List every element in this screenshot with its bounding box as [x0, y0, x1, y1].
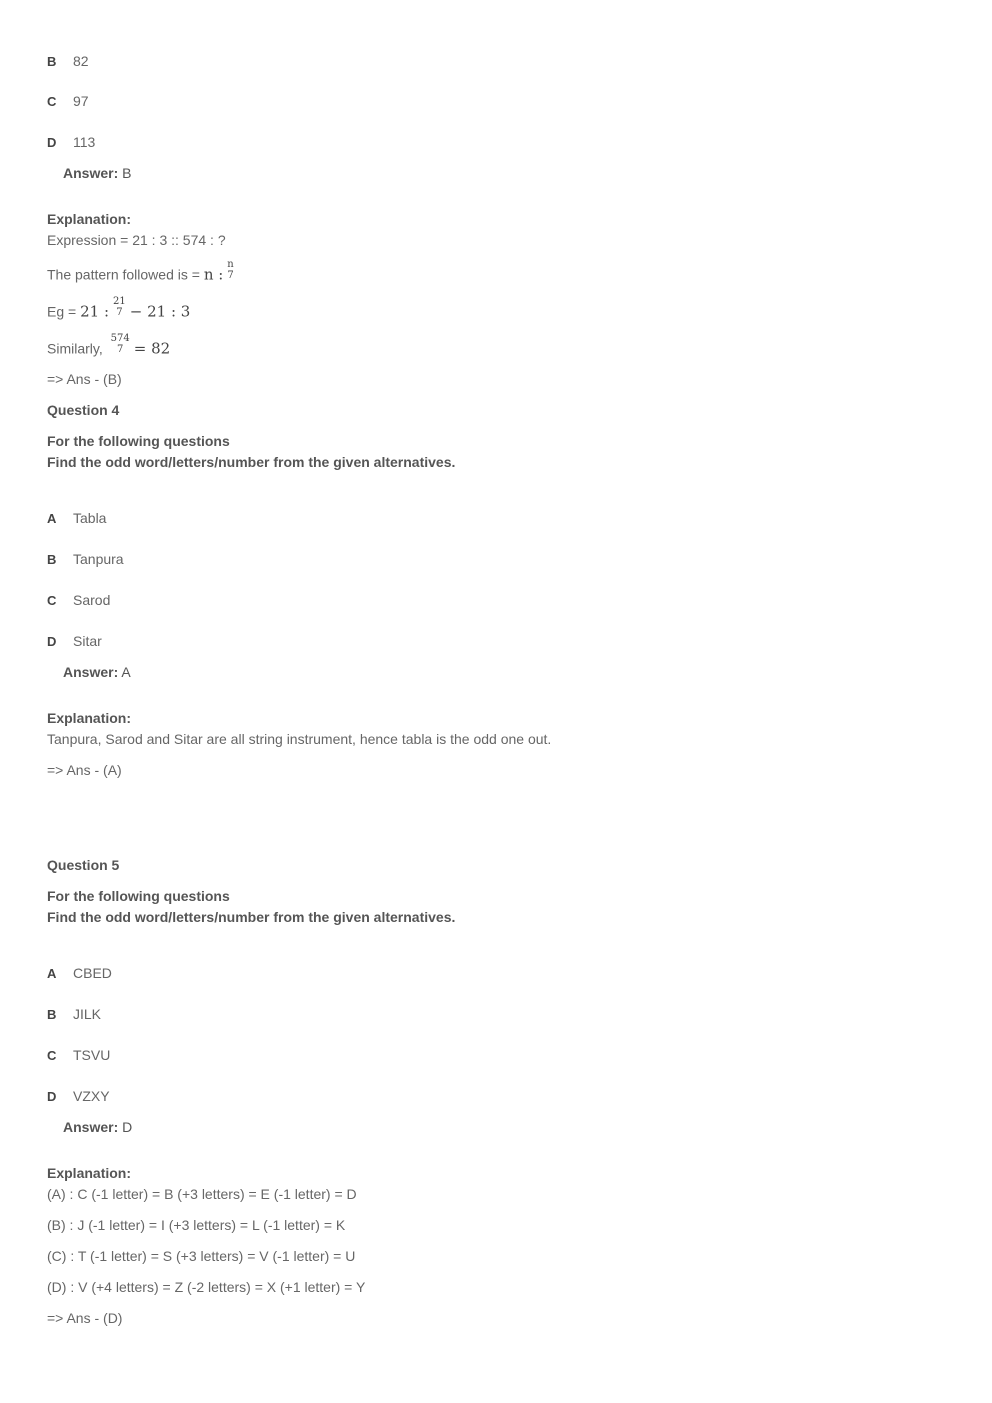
option-text: Tanpura	[73, 551, 124, 567]
explanation-line: Expression = 21 : 3 :: 574 : ?	[47, 232, 226, 248]
fraction	[227, 259, 233, 281]
numerator: 574	[110, 333, 130, 344]
explanation-line: (B) : J (-1 letter) = I (+3 letters) = L (-1 letter) = K	[47, 1217, 346, 1233]
option-key: A	[47, 511, 57, 526]
answer-label: Answer:	[63, 664, 119, 680]
option-text: 97	[73, 93, 89, 109]
option-key: A	[47, 966, 57, 981]
explanation-line: (A) : C (-1 letter) = B (+3 letters) = E (-1 letter) = D	[47, 1186, 357, 1202]
option-key: B	[47, 54, 57, 69]
explanation-line: (D) : V (+4 letters) = Z (-2 letters) = X (+1 letter) = Y	[47, 1279, 366, 1295]
denominator: 7	[227, 270, 234, 281]
final-answer: => Ans - (A)	[47, 762, 122, 778]
option-key: C	[47, 94, 57, 109]
option-d	[47, 632, 102, 651]
answer	[63, 663, 131, 681]
option-key: D	[47, 1089, 57, 1104]
explanation-line: Tanpura, Sarod and Sitar are all string instrument, hence tabla is the odd one out.	[47, 731, 552, 747]
math: 21 :	[80, 302, 110, 321]
option-key: C	[47, 1048, 57, 1063]
question-title: Question 5	[47, 857, 120, 873]
option-key: B	[47, 1007, 57, 1022]
question-instruction: Find the odd word/letters/number from the given alternatives.	[47, 454, 456, 470]
option-c	[47, 591, 110, 610]
option-b	[47, 1005, 101, 1024]
final-answer: => Ans - (D)	[47, 1310, 123, 1326]
final-answer: => Ans - (B)	[47, 371, 122, 387]
answer-value: D	[122, 1119, 133, 1135]
question-instruction: Find the odd word/letters/number from the given alternatives.	[47, 909, 456, 925]
question-title: Question 4	[47, 402, 120, 418]
option-b	[47, 52, 89, 71]
explanation-line	[47, 333, 171, 361]
explanation-line	[47, 259, 238, 287]
text: The pattern followed is =	[47, 266, 204, 283]
option-text: 82	[73, 53, 89, 69]
answer-label: Answer:	[63, 1119, 119, 1135]
option-a	[47, 964, 112, 983]
option-key: B	[47, 552, 57, 567]
explanation-heading: Explanation:	[47, 211, 132, 227]
explanation-heading: Explanation:	[47, 710, 132, 726]
answer-label: Answer:	[63, 165, 119, 181]
text: Similarly,	[47, 340, 107, 357]
text: Eg =	[47, 303, 81, 320]
question-instruction: For the following questions	[47, 433, 230, 449]
option-text: TSVU	[73, 1047, 111, 1063]
option-text: Sarod	[73, 592, 111, 608]
math: = 82	[133, 339, 171, 358]
option-text: CBED	[73, 965, 112, 981]
answer-value: B	[122, 165, 132, 181]
math: n :	[203, 265, 224, 284]
numerator: 21	[113, 296, 126, 307]
option-key: D	[47, 634, 57, 649]
option-text: Sitar	[73, 633, 102, 649]
fraction	[111, 333, 130, 355]
option-text: 113	[73, 134, 96, 150]
option-d	[47, 133, 95, 152]
denominator: 7	[116, 307, 123, 318]
answer	[63, 1118, 132, 1136]
fraction	[113, 296, 126, 318]
option-c	[47, 1046, 110, 1065]
option-text: Tabla	[73, 510, 107, 526]
option-a	[47, 509, 106, 528]
option-key: D	[47, 135, 57, 150]
answer-value: A	[121, 664, 131, 680]
option-text: VZXY	[73, 1088, 110, 1104]
option-b	[47, 550, 124, 569]
numerator: n	[227, 259, 234, 270]
denominator: 7	[117, 344, 124, 355]
option-key: C	[47, 593, 57, 608]
explanation-heading: Explanation:	[47, 1165, 132, 1181]
explanation-line	[47, 296, 191, 324]
option-text: JILK	[73, 1006, 102, 1022]
option-c	[47, 92, 89, 111]
math: − 21 : 3	[129, 302, 191, 321]
option-d	[47, 1087, 110, 1106]
answer	[63, 164, 131, 182]
explanation-line: (C) : T (-1 letter) = S (+3 letters) = V (-1 letter) = U	[47, 1248, 356, 1264]
question-instruction: For the following questions	[47, 888, 230, 904]
